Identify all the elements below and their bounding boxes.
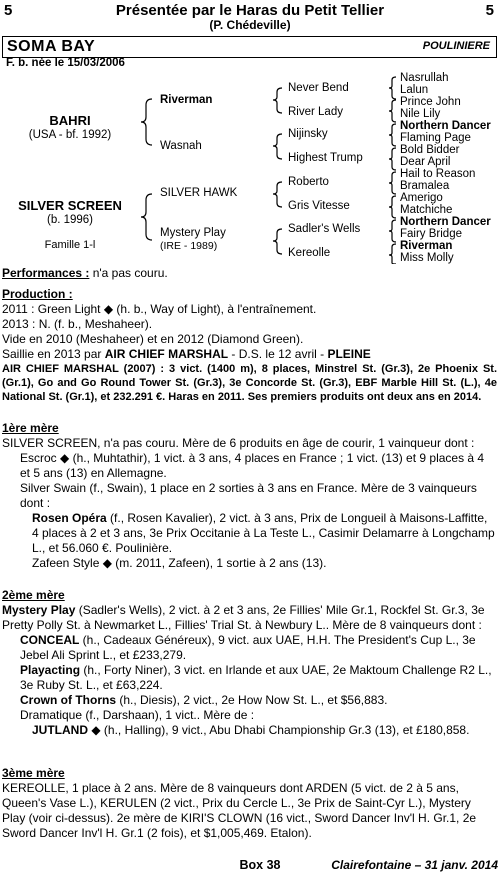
g4-item: Lalun (400, 84, 429, 96)
g2-sire-sire: Riverman (160, 94, 213, 106)
produce-entry (2, 633, 497, 663)
performances (2, 266, 497, 281)
production-line: 2011 : Green Light ◆ (h. b., Way of Light), à l'entraînement. (2, 302, 317, 316)
first-dam-intro: SILVER SCREEN, n'a pas couru. Mère de 6 produits en âge de courir, 1 vainqueur dont : (2, 436, 475, 450)
production-covering (2, 347, 497, 362)
covering-date: - D.S. le 12 avril - (228, 347, 328, 361)
consignor-subtitle: (P. Chédeville) (209, 18, 291, 32)
first-dam-section (2, 421, 497, 571)
g4-item: Riverman (400, 240, 453, 252)
dam-name: SILVER SCREEN (18, 198, 122, 213)
horse-birth: F. b. née le 15/03/2006 (6, 57, 125, 69)
produce-text: ◆ (h., Halling), 9 vict., Abu Dhabi Championship Gr.3 (13), et £180,858. (88, 723, 470, 737)
g3-item: Gris Vitesse (288, 200, 350, 212)
covering-text: Saillie en 2013 par (2, 347, 105, 361)
g4-item: Dear April (400, 156, 451, 168)
produce-name: Crown of Thorns (20, 693, 116, 707)
produce-entry: Dramatique (f., Darshaan), 1 vict.. Mère de : (20, 708, 255, 722)
sale-place-date: Clairefontaine – 31 janv. 2014 (331, 858, 498, 872)
g4-item: Northern Dancer (400, 216, 491, 228)
covering-stallion: AIR CHIEF MARSHAL (104, 347, 229, 361)
produce-name: Rosen Opéra (32, 511, 107, 525)
horse-name: SOMA BAY (7, 38, 96, 55)
third-dam-text: KEREOLLE, 1 place à 2 ans. Mère de 8 vainqueurs dont ARDEN (5 vict. de 2 à 5 ans, Queen's Vase L.), KERULEN (2 vict., Prix du Cercle L., 3e Prix de Saint-Cyr L.), Mystery Play (voir ci-dessus). 2e mère de KIRI'S CLOWN (16 vict., Sword Dancer Inv'l H. Gr.1, 2e Sword Dancer Inv'l H. Gr.1 (2 fois), et $1,005,469. Etalon). (2, 781, 477, 840)
sire-info: (USA - bf. 1992) (28, 129, 112, 141)
horse-name-box (2, 36, 497, 58)
dam-info: (b. 1996) (46, 214, 94, 226)
g2-sire-dam: Wasnah (160, 140, 202, 152)
horse-status: POULINIERE (422, 40, 490, 52)
produce-text: (Sadler's Wells), 2 vict. à 2 et 3 ans, 2e Fillies' Mile Gr.1, Rockfel St. Gr.3, 3e Pretty Polly St. à Newmarket L., Fillies' Trial St. à Newbury L.. Mère de 8 vainqueurs dont : (2, 603, 485, 632)
g4-item: Hail to Reason (400, 168, 476, 180)
produce-text: (h., Forty Niner), 3 vict. en Irlande et aux UAE, 2e Maktoum Challenge R2 L., 3e Ruby St. L., et £63,224. (20, 663, 492, 692)
g3-item: Kereolle (288, 247, 331, 259)
produce-text: (h., Cadeaux Généreux), 9 vict. aux UAE, H.H. The President's Cup L., 3e Jebel Ali Sprint L., et £233,279. (20, 633, 476, 662)
g2-dam-dam-info: (IRE - 1989) (160, 240, 218, 252)
produce-entry (2, 693, 497, 708)
performances-text: n'a pas couru. (89, 266, 168, 280)
produce-name: Playacting (20, 663, 81, 677)
g3-item: Roberto (288, 176, 329, 188)
performances-label: Performances : (2, 266, 90, 280)
production-line: Vide en 2010 (Meshaheer) et en 2012 (Diamond Green). (2, 332, 304, 346)
produce-entry (2, 511, 497, 556)
produce-entry (2, 663, 497, 693)
produce-name: JUTLAND (32, 723, 88, 737)
production-label: Production : (2, 287, 73, 301)
g4-item: Nile Lily (400, 108, 441, 120)
g4-item: Flaming Page (400, 132, 471, 144)
g4-item: Fairy Bridge (400, 228, 462, 240)
lot-number-left: 5 (4, 2, 13, 19)
g4-item: Prince John (400, 96, 461, 108)
sire-name: BAHRI (49, 113, 91, 128)
g3-item: Sadler's Wells (288, 223, 361, 235)
third-dam-section (2, 766, 497, 841)
lot-number-right: 5 (485, 2, 494, 19)
g2-dam-dam: Mystery Play (160, 227, 226, 239)
production-section (2, 287, 497, 404)
covering-result: PLEINE (327, 347, 371, 361)
g4-item: Northern Dancer (400, 120, 491, 132)
box-number: Box 38 (239, 858, 281, 872)
produce-entry (2, 723, 497, 738)
consignor-title: Présentée par le Haras du Petit Tellier (115, 2, 385, 19)
second-dam-label: 2ème mère (2, 588, 65, 602)
third-dam-label: 3ème mère (2, 766, 65, 780)
g4-item: Miss Molly (400, 252, 454, 264)
second-dam-entry (2, 603, 497, 633)
production-line: 2013 : N. (f. b., Meshaheer). (2, 317, 153, 331)
produce-name: CONCEAL (20, 633, 80, 647)
produce-text: (h., Diesis), 2 vict., 2e How Now St. L., et $56,883. (116, 693, 388, 707)
stallion-record: AIR CHIEF MARSHAL (2007) : 3 vict. (1400 m), 8 places, Minstrel St. (Gr.3), 2e Phoenix St. (Gr.1), Go and Go Round Tower St. (Gr.3), 3e Concorde St. (Gr.3), EBF Marble Hill St. (L.), 4e National St. (Gr.1), et 232.291 €. Haras en 2011. Ses premiers produits ont deux ans en 2014. (2, 363, 497, 403)
g3-item: Nijinsky (288, 128, 328, 140)
pedigree (0, 72, 500, 264)
second-dam-section (2, 588, 497, 738)
g3-item: Highest Trump (288, 152, 363, 164)
dam-family: Famille 1-l (44, 239, 96, 251)
produce-name: Mystery Play (2, 603, 76, 617)
produce-entry: Silver Swain (f., Swain), 1 place en 2 sorties à 3 ans en France. Mère de 3 vainqueurs dont : (20, 481, 477, 510)
g4-item: Bramalea (400, 180, 450, 192)
g4-item: Amerigo (400, 192, 443, 204)
produce-entry: Zafeen Style ◆ (m. 2011, Zafeen), 1 sortie à 2 ans (13). (32, 556, 327, 570)
g3-item: Never Bend (288, 82, 349, 94)
produce-text: (f., Rosen Kavalier), 2 vict. à 3 ans, Prix de Longueil à Maisons-Laffitte, 4 places à 2 et 3 ans, 3e Prix Occitanie à La Teste L., Casimir Delamarre à Longchamp L., et 56.060 €. Poulinière. (32, 511, 495, 555)
first-dam-label: 1ère mère (2, 421, 59, 435)
g4-item: Bold Bidder (400, 144, 460, 156)
g2-dam-sire: SILVER HAWK (160, 187, 238, 199)
page-footer (0, 858, 500, 876)
g3-item: River Lady (288, 106, 343, 118)
g4-item: Matchiche (400, 204, 453, 216)
produce-entry: Escroc ◆ (h., Muhtathir), 1 vict. à 3 ans, 4 places en France ; 1 vict. (13) et 9 places à 4 et 5 ans (13) en Allemagne. (20, 451, 485, 480)
g4-item: Nasrullah (400, 72, 449, 84)
